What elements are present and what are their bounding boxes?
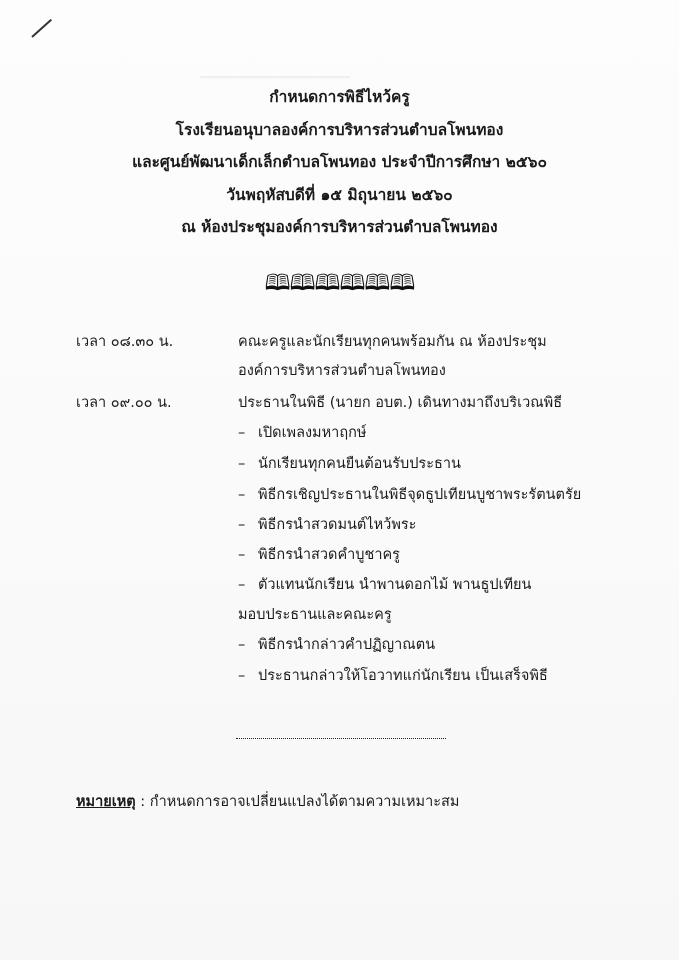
schedule-time-2: เวลา ๐๙.๐๐ น. xyxy=(76,395,172,411)
list-item-text: ประธานกล่าวให้โอวาทแก่นักเรียน เป็นเสร็จพิธี xyxy=(258,668,548,684)
list-item-text: พิธีกรนำกล่าวคำปฏิญาณตน xyxy=(258,637,436,653)
pen-mark xyxy=(31,19,52,38)
bleed-through-decoration: ▁▁▁▁▁▁▁▁▁▁▁▁▁▁▁ xyxy=(200,64,350,79)
list-item xyxy=(238,664,548,687)
list-item-text: นักเรียนทุกคนยืนต้อนรับประธาน xyxy=(258,456,461,472)
list-item xyxy=(238,513,416,536)
list-item xyxy=(238,421,366,444)
book-ornament: 🕮🕮🕮🕮🕮🕮 xyxy=(264,271,415,296)
list-item xyxy=(238,573,531,596)
dash-bullet: – xyxy=(238,668,246,684)
remark-text: กำหนดการอาจเปลี่ยนแปลงได้ตามความเหมาะสม xyxy=(149,794,460,810)
list-item-text: พิธีกรนำสวดมนต์ไหว้พระ xyxy=(258,517,417,533)
remark-label: หมายเหตุ xyxy=(76,794,136,810)
dash-bullet: – xyxy=(238,577,246,593)
school-name: โรงเรียนอนุบาลองค์การบริหารส่วนตำบลโพนทอง xyxy=(175,121,504,139)
schedule-time-1: เวลา ๐๘.๓๐ น. xyxy=(76,334,174,350)
list-item xyxy=(238,452,461,475)
list-item-text: พิธีกรเชิญประธานในพิธีจุดธูปเทียนบูชาพระรัตนตรัย xyxy=(258,487,582,503)
event-venue: ณ ห้องประชุมองค์การบริหารส่วนตำบลโพนทอง xyxy=(181,218,498,236)
list-item xyxy=(238,543,400,566)
schedule-1-line-1: คณะครูและนักเรียนทุกคนพร้อมกัน ณ ห้องประชุม xyxy=(238,334,547,350)
list-item xyxy=(238,483,581,506)
list-item-text: พิธีกรนำสวดคำบูชาครู xyxy=(258,547,400,563)
dash-bullet: – xyxy=(238,637,246,653)
list-item xyxy=(238,633,435,656)
dash-bullet: – xyxy=(238,487,246,503)
dash-bullet: – xyxy=(238,425,246,441)
schedule-2-line-1: ประธานในพิธี (นายก อบต.) เดินทางมาถึงบริเวณพิธี xyxy=(238,395,563,411)
document-title: กำหนดการพิธีไหว้ครู xyxy=(269,88,410,106)
center-and-year: และศูนย์พัฒนาเด็กเล็กตำบลโพนทอง ประจำปีการศึกษา ๒๕๖๐ xyxy=(132,153,547,171)
dash-bullet: – xyxy=(238,456,246,472)
list-item-continuation: มอบประธานและคณะครู xyxy=(238,607,392,623)
remark xyxy=(76,790,459,813)
remark-separator: : xyxy=(135,794,150,810)
list-item-text: ตัวแทนนักเรียน นำพานดอกไม้ พานธูปเทียน xyxy=(258,577,532,593)
list-item-text: เปิดเพลงมหาฤกษ์ xyxy=(258,425,367,441)
dash-bullet: – xyxy=(238,517,246,533)
dash-bullet: – xyxy=(238,547,246,563)
dotted-divider xyxy=(236,738,446,739)
schedule-1-line-2: องค์การบริหารส่วนตำบลโพนทอง xyxy=(238,363,446,379)
event-date: วันพฤหัสบดีที่ ๑๕ มิถุนายน ๒๕๖๐ xyxy=(226,186,453,204)
